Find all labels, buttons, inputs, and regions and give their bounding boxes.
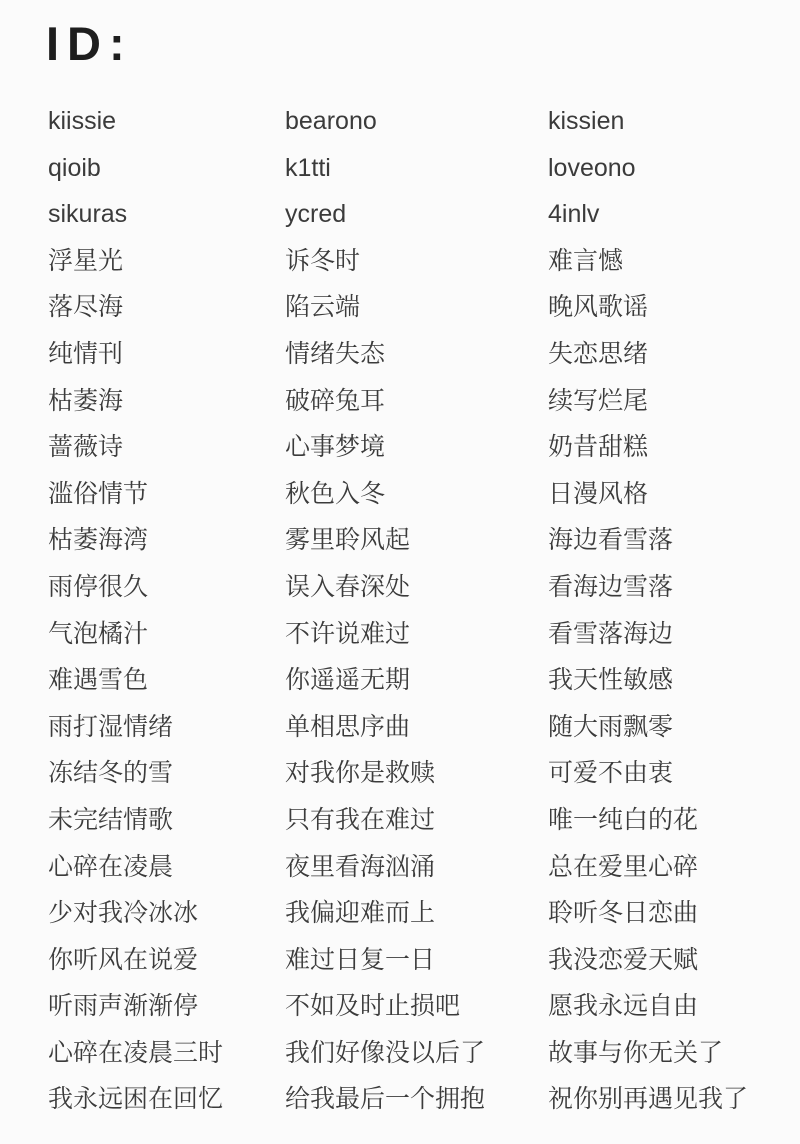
- id-item: 你遥遥无期: [285, 666, 411, 695]
- id-item: 我偏迎难而上: [285, 899, 436, 928]
- id-item: 心事梦境: [285, 433, 386, 462]
- id-item: 我们好像没以后了: [285, 1038, 486, 1067]
- id-item: 总在爱里心碎: [548, 852, 699, 881]
- id-item: 看雪落海边: [548, 619, 674, 648]
- id-item: 纯情刊: [48, 339, 124, 368]
- id-item: 可爱不由衷: [548, 759, 674, 788]
- id-item: 听雨声渐渐停: [48, 992, 199, 1021]
- id-item: qioib: [48, 153, 101, 182]
- id-column-1: [48, 98, 285, 1123]
- id-item: sikuras: [48, 200, 128, 229]
- id-item: 看海边雪落: [548, 572, 674, 601]
- id-column-3: [548, 98, 800, 1123]
- id-item: 误入春深处: [285, 572, 411, 601]
- id-grid: [48, 98, 800, 1123]
- id-item: 滥俗情节: [48, 479, 149, 508]
- id-item: 心碎在凌晨三时: [48, 1038, 224, 1067]
- id-item: 雾里聆风起: [285, 526, 411, 555]
- id-item: 诉冬时: [285, 246, 361, 275]
- id-item: 我永远困在回忆: [48, 1085, 224, 1114]
- id-item: 海边看雪落: [548, 526, 674, 555]
- id-item: 愿我永远自由: [548, 992, 699, 1021]
- id-item: 冻结冬的雪: [48, 759, 174, 788]
- id-item: 不如及时止损吧: [285, 992, 461, 1021]
- id-item: 夜里看海汹涌: [285, 852, 436, 881]
- id-item: 难言憾: [548, 246, 624, 275]
- id-item: 未完结情歌: [48, 805, 174, 834]
- id-item: 秋色入冬: [285, 479, 386, 508]
- id-item: 日漫风格: [548, 479, 649, 508]
- id-item: 晚风歌谣: [548, 293, 649, 322]
- id-item: 枯萎海湾: [48, 526, 149, 555]
- id-item: 失恋思绪: [548, 339, 649, 368]
- id-item: bearono: [285, 107, 377, 135]
- id-item: 雨打湿情绪: [48, 712, 174, 741]
- id-item: loveono: [548, 153, 636, 182]
- id-item: ycred: [285, 200, 347, 229]
- id-item: 故事与你无关了: [548, 1038, 724, 1067]
- id-item: 难遇雪色: [48, 666, 149, 695]
- id-item: 落尽海: [48, 293, 124, 322]
- id-item: 我没恋爱天赋: [548, 945, 699, 974]
- id-item: 破碎兔耳: [285, 386, 386, 415]
- id-item: 不许说难过: [285, 619, 411, 648]
- id-item: 单相思序曲: [285, 712, 411, 741]
- page-title: ID:: [46, 17, 133, 70]
- id-item: k1tti: [285, 153, 331, 182]
- id-item: 浮星光: [48, 246, 124, 275]
- id-item: 陷云端: [285, 293, 361, 322]
- id-item: 你听风在说爱: [48, 945, 199, 974]
- id-item: 续写烂尾: [548, 386, 649, 415]
- id-item: kiissie: [48, 107, 117, 135]
- id-item: 心碎在凌晨: [48, 852, 174, 881]
- id-item: 聆听冬日恋曲: [548, 899, 699, 928]
- id-item: 枯萎海: [48, 386, 124, 415]
- id-item: 蔷薇诗: [48, 433, 124, 462]
- id-item: 唯一纯白的花: [548, 805, 699, 834]
- id-item: kissien: [548, 107, 625, 135]
- id-item: 给我最后一个拥抱: [285, 1085, 486, 1114]
- id-item: 对我你是救赎: [285, 759, 436, 788]
- id-item: 情绪失态: [285, 339, 386, 368]
- id-item: 只有我在难过: [285, 805, 436, 834]
- id-item: 4inlv: [548, 200, 600, 229]
- id-item: 随大雨飘零: [548, 712, 674, 741]
- id-item: 气泡橘汁: [48, 619, 149, 648]
- id-item: 奶昔甜糕: [548, 433, 649, 462]
- id-item: 雨停很久: [48, 572, 149, 601]
- id-column-2: [285, 98, 548, 1123]
- id-item: 祝你别再遇见我了: [548, 1085, 749, 1114]
- id-item: 我天性敏感: [548, 666, 674, 695]
- id-item: 难过日复一日: [285, 945, 436, 974]
- id-item: 少对我冷冰冰: [48, 899, 199, 928]
